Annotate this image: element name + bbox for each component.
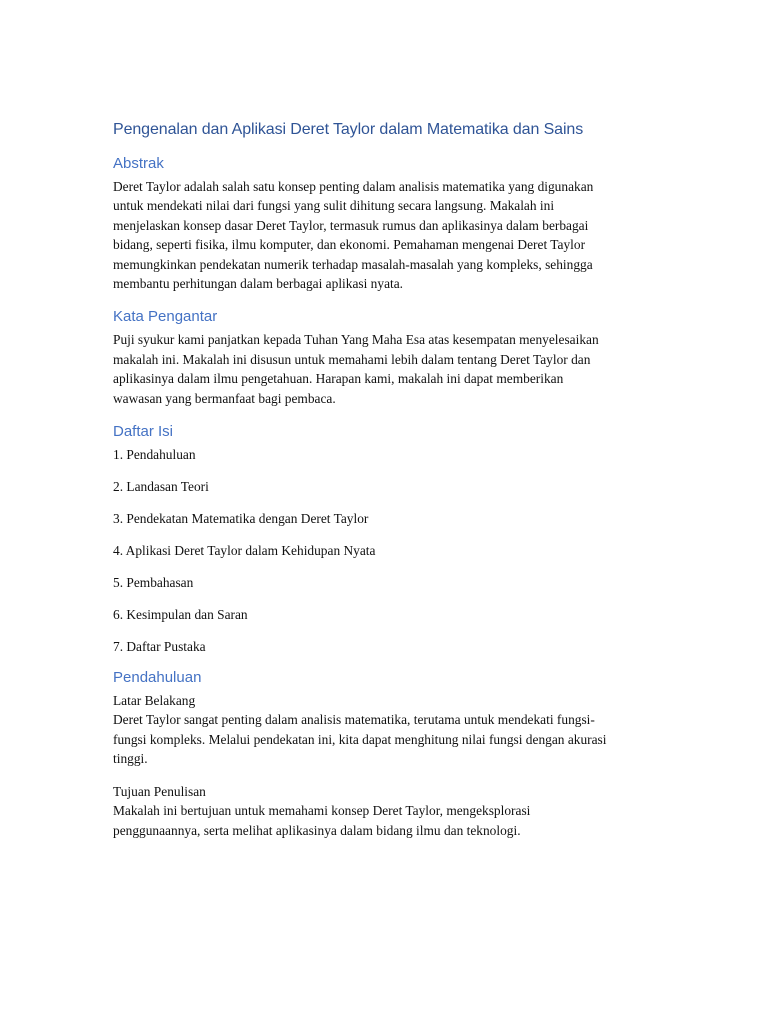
- document-title: Pengenalan dan Aplikasi Deret Taylor dalam Matematika dan Sains: [113, 121, 584, 138]
- toc-item: 3. Pendekatan Matematika dengan Deret Taylor: [113, 511, 369, 527]
- toc-item: 5. Pembahasan: [113, 575, 194, 591]
- introduction-heading: Pendahuluan: [113, 669, 202, 687]
- background-line: Deret Taylor sangat penting dalam analisis matematika, terutama untuk mendekati fungsi-: [113, 712, 595, 728]
- abstract-line: bidang, seperti fisika, ilmu komputer, dan ekonomi. Pemahaman mengenai Deret Taylor: [113, 237, 586, 253]
- preface-line: makalah ini. Makalah ini disusun untuk memahami lebih dalam tentang Deret Taylor dan: [113, 351, 591, 367]
- toc-item: 7. Daftar Pustaka: [113, 639, 206, 655]
- background-line: tinggi.: [113, 751, 148, 767]
- toc-section: [113, 423, 658, 656]
- background-label: Latar Belakang: [113, 693, 196, 709]
- toc-item: 2. Landasan Teori: [113, 479, 209, 495]
- preface-section: [113, 308, 658, 408]
- document-page: [113, 120, 658, 840]
- introduction-section: [113, 669, 658, 840]
- toc-heading: Daftar Isi: [113, 423, 174, 441]
- abstract-line: memungkinkan pendekatan numerik terhadap masalah-masalah yang kompleks, sehingga: [113, 256, 593, 272]
- background-line: fungsi kompleks. Melalui pendekatan ini, kita dapat menghitung nilai fungsi dengan akurasi: [113, 731, 607, 747]
- preface-body: [113, 330, 658, 408]
- preface-line: wawasan yang bermanfaat bagi pembaca.: [113, 390, 336, 406]
- abstract-line: menjelaskan konsep dasar Deret Taylor, termasuk rumus dan aplikasinya dalam berbagai: [113, 217, 589, 233]
- abstract-body: [113, 177, 658, 293]
- abstract-line: untuk mendekati nilai dari fungsi yang sulit dihitung secara langsung. Makalah ini: [113, 198, 555, 214]
- abstract-heading: Abstrak: [113, 155, 164, 172]
- preface-line: aplikasinya dalam ilmu pengetahuan. Harapan kami, makalah ini dapat memberikan: [113, 371, 564, 387]
- toc-item: 6. Kesimpulan dan Saran: [113, 607, 248, 623]
- abstract-line: Deret Taylor adalah salah satu konsep penting dalam analisis matematika yang digunakan: [113, 179, 594, 194]
- purpose-label: Tujuan Penulisan: [113, 783, 206, 799]
- purpose-line: penggunaannya, serta melihat aplikasinya dalam bidang ilmu dan teknologi.: [113, 822, 521, 838]
- background-body: [113, 710, 658, 768]
- purpose-line: Makalah ini bertujuan untuk memahami konsep Deret Taylor, mengeksplorasi: [113, 803, 531, 819]
- abstract-line: membantu perhitungan dalam berbagai aplikasi nyata.: [113, 276, 404, 292]
- preface-heading: Kata Pengantar: [113, 308, 218, 326]
- toc-item: 4. Aplikasi Deret Taylor dalam Kehidupan Nyata: [113, 543, 376, 559]
- preface-line: Puji syukur kami panjatkan kepada Tuhan Yang Maha Esa atas kesempatan menyelesaikan: [113, 332, 599, 348]
- purpose-body: [113, 801, 658, 840]
- abstract-section: [113, 155, 658, 293]
- toc-item: 1. Pendahuluan: [113, 447, 196, 463]
